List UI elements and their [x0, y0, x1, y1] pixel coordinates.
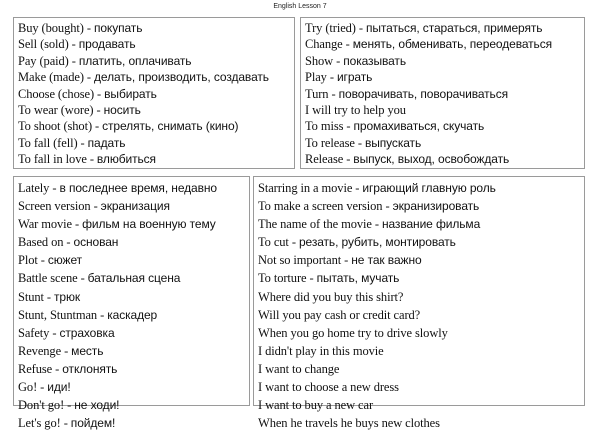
dash-separator: - — [86, 152, 97, 167]
vocab-entry — [18, 251, 245, 269]
vocab-entry — [305, 151, 580, 167]
vocab-entry — [305, 102, 580, 118]
russian-translation: промахиваться, скучать — [353, 119, 485, 134]
vocab-entry — [258, 215, 580, 233]
russian-translation: каскадер — [107, 307, 158, 322]
vocab-entry — [258, 324, 580, 342]
vocab-entry — [258, 251, 580, 269]
dash-separator: - — [326, 70, 337, 85]
english-term: To fall in love — [18, 152, 87, 167]
vocab-entry — [18, 324, 245, 342]
vocab-entry — [305, 36, 580, 52]
russian-translation: влюбиться — [96, 152, 156, 167]
english-term: Sell (sold) — [18, 37, 69, 52]
vocab-box-bottom-left — [13, 176, 250, 431]
dash-separator: - — [355, 21, 366, 35]
vocab-entry — [258, 378, 580, 396]
english-term: The name of the movie — [258, 217, 372, 232]
russian-translation: батальная сцена — [87, 271, 181, 286]
russian-translation: играющий главную роль — [362, 181, 496, 195]
english-term: War movie — [18, 217, 72, 232]
english-term: To cut — [258, 235, 289, 250]
vocab-entry — [258, 342, 580, 360]
english-term: Will you pay cash or credit card? — [258, 307, 421, 322]
english-term: Show — [305, 53, 334, 68]
english-term: Lately — [18, 181, 50, 195]
russian-translation: основан — [73, 235, 119, 250]
dash-separator: - — [61, 343, 72, 358]
russian-translation: поворачивать, поворачиваться — [338, 86, 509, 101]
vocab-entry — [18, 53, 290, 69]
english-term: Go! — [18, 380, 38, 395]
vocab-entry — [258, 288, 580, 306]
english-term: Plot — [18, 253, 38, 268]
vocab-entry — [258, 179, 580, 197]
dash-separator: - — [343, 152, 354, 167]
vocab-entry — [18, 102, 290, 118]
russian-translation: экранизировать — [392, 199, 480, 214]
russian-translation: не ходи! — [74, 398, 120, 413]
vocab-box-top-right — [300, 17, 585, 169]
dash-separator: - — [37, 380, 48, 395]
dash-separator: - — [341, 253, 352, 268]
vocab-entry — [258, 233, 580, 251]
dash-separator: - — [77, 271, 88, 286]
english-term: Release — [305, 152, 344, 167]
vocab-entry — [18, 197, 245, 215]
english-term: Screen version — [18, 199, 91, 214]
vocab-entry — [18, 86, 290, 102]
dash-separator: - — [60, 416, 71, 431]
dash-separator: - — [333, 53, 344, 68]
dash-separator: - — [97, 307, 108, 322]
english-term: To torture — [258, 271, 307, 286]
english-term: Choose (chose) — [18, 86, 95, 101]
vocab-entry — [18, 342, 245, 360]
vocab-entry — [18, 288, 245, 306]
english-term: To shoot (shot) — [18, 119, 93, 134]
vocab-entry — [258, 360, 580, 378]
vocab-entry — [18, 215, 245, 233]
vocab-entry — [18, 378, 245, 396]
english-term: To release — [305, 135, 355, 150]
vocab-entry — [258, 396, 580, 414]
dash-separator: - — [382, 199, 393, 214]
english-term: Safety — [18, 325, 50, 340]
english-term: I didn't play in this movie — [258, 343, 384, 358]
russian-translation: падать — [87, 135, 126, 150]
russian-translation: носить — [103, 103, 141, 118]
russian-translation: пытать, мучать — [316, 271, 400, 286]
dash-separator: - — [64, 398, 75, 413]
vocab-entry — [305, 69, 580, 85]
dash-separator: - — [352, 181, 363, 195]
dash-separator: - — [71, 217, 83, 232]
english-term: Try (tried) — [305, 21, 356, 35]
russian-translation: платить, оплачивать — [78, 53, 192, 68]
english-term: Turn — [305, 86, 329, 101]
russian-translation: выпускать — [364, 135, 422, 150]
english-term: Refuse — [18, 361, 53, 376]
russian-translation: пойдем! — [70, 416, 116, 431]
russian-translation: продавать — [78, 37, 136, 52]
dash-separator: - — [328, 86, 339, 101]
page-title: English Lesson 7 — [273, 3, 327, 10]
english-term: Starring in a movie — [258, 181, 353, 195]
russian-translation: выпуск, выход, освобождать — [353, 152, 510, 167]
english-term: To wear (wore) — [18, 103, 94, 118]
vocab-entry — [258, 306, 580, 324]
dash-separator: - — [63, 235, 74, 250]
vocab-entry — [18, 414, 245, 432]
russian-translation: показывать — [343, 53, 406, 68]
vocab-entry — [305, 53, 580, 69]
russian-translation: играть — [336, 70, 373, 85]
dash-separator: - — [92, 119, 103, 134]
russian-translation: фильм на военную тему — [82, 217, 216, 232]
dash-separator: - — [49, 181, 60, 195]
russian-translation: делать, производить, создавать — [94, 70, 269, 85]
english-term: Play — [305, 70, 327, 85]
russian-translation: не так важно — [351, 253, 422, 268]
vocab-entry — [18, 306, 245, 324]
vocab-entry — [18, 36, 290, 52]
english-term: Where did you buy this shirt? — [258, 289, 404, 304]
vocab-entry — [18, 118, 290, 134]
english-term: When you go home try to drive slowly — [258, 325, 448, 340]
dash-separator: - — [49, 325, 60, 340]
vocab-entry — [258, 197, 580, 215]
russian-translation: экранизация — [100, 199, 170, 214]
vocab-box-bottom-right — [253, 176, 585, 431]
english-term: Don't go! — [18, 398, 65, 413]
dash-separator: - — [371, 217, 382, 232]
russian-translation: стрелять, снимать (кино) — [102, 119, 239, 134]
english-term: Make (made) — [18, 70, 84, 85]
russian-translation: иди! — [47, 380, 71, 395]
dash-separator: - — [288, 235, 299, 250]
english-term: Revenge — [18, 343, 62, 358]
russian-translation: пытаться, стараться, примерять — [366, 21, 543, 35]
vocab-entry — [18, 360, 245, 378]
vocab-entry — [18, 69, 290, 85]
english-term: Change — [305, 37, 343, 52]
russian-translation: страховка — [59, 325, 115, 340]
dash-separator: - — [68, 53, 79, 68]
dash-separator: - — [342, 37, 353, 52]
dash-separator: - — [68, 37, 79, 52]
dash-separator: - — [94, 86, 105, 101]
english-term: I will try to help you — [305, 103, 406, 118]
vocab-entry — [258, 414, 580, 432]
russian-translation: сюжет — [47, 253, 83, 268]
vocab-entry — [305, 135, 580, 151]
dash-separator: - — [83, 21, 94, 35]
russian-translation: месть — [71, 343, 104, 358]
dash-separator: - — [77, 135, 88, 150]
vocab-entry — [18, 151, 290, 167]
vocab-entry — [18, 20, 290, 36]
vocab-entry — [18, 179, 245, 197]
dash-separator: - — [343, 119, 354, 134]
russian-translation: резать, рубить, монтировать — [298, 235, 456, 250]
vocab-box-top-left — [13, 17, 295, 169]
english-term: To miss — [305, 119, 344, 134]
english-term: When he travels he buys new clothes — [258, 416, 440, 431]
russian-translation: менять, обменивать, переодеваться — [352, 37, 552, 52]
dash-separator: - — [83, 70, 95, 85]
dash-separator: - — [43, 289, 55, 304]
vocab-entry — [305, 86, 580, 102]
russian-translation: покупать — [93, 21, 143, 35]
vocab-entry — [18, 135, 290, 151]
english-term: Based on — [18, 235, 64, 250]
english-term: Pay (paid) — [18, 53, 69, 68]
dash-separator: - — [354, 135, 365, 150]
dash-separator: - — [90, 199, 101, 214]
english-term: I want to buy a new car — [258, 398, 374, 413]
dash-separator: - — [37, 253, 48, 268]
english-term: I want to choose a new dress — [258, 380, 399, 395]
russian-translation: отклонять — [62, 361, 118, 376]
vocab-entry — [18, 233, 245, 251]
russian-translation: название фильма — [381, 217, 481, 232]
vocab-entry — [305, 118, 580, 134]
english-term: Buy (bought) — [18, 21, 84, 35]
english-term: Stunt, Stuntman — [18, 307, 98, 322]
russian-translation: выбирать — [104, 86, 157, 101]
english-term: Battle scene — [18, 271, 78, 286]
vocab-entry — [258, 269, 580, 287]
vocab-entry — [18, 269, 245, 287]
vocab-entry — [305, 20, 580, 36]
english-term: To fall (fell) — [18, 135, 78, 150]
english-term: I want to change — [258, 361, 340, 376]
russian-translation: трюк — [54, 289, 81, 304]
vocab-entry — [18, 396, 245, 414]
english-term: To make a screen version — [258, 199, 383, 214]
dash-separator: - — [93, 103, 104, 118]
english-term: Stunt — [18, 289, 44, 304]
dash-separator: - — [306, 271, 317, 286]
english-term: Let's go! — [18, 416, 61, 431]
english-term: Not so important — [258, 253, 342, 268]
dash-separator: - — [52, 361, 63, 376]
russian-translation: в последнее время, недавно — [59, 181, 217, 195]
